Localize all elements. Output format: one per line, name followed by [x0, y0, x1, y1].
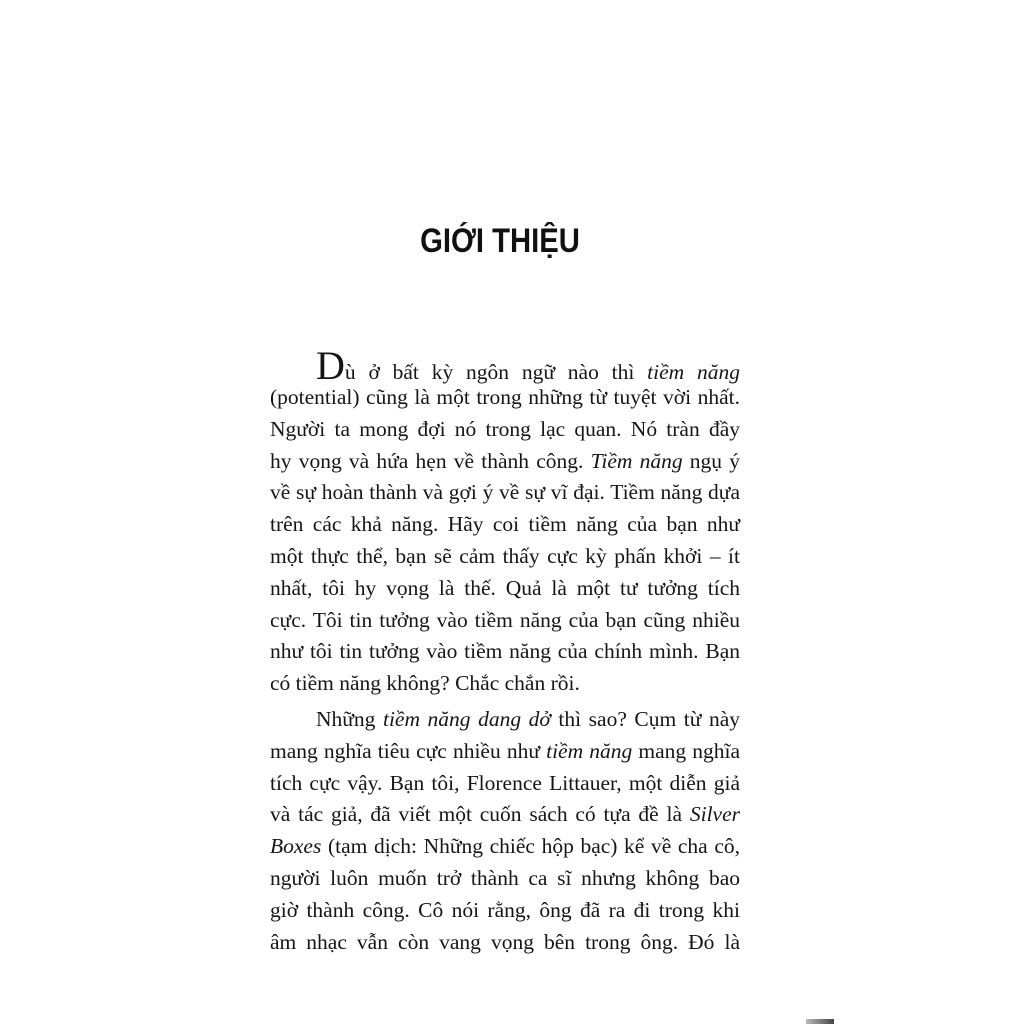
- text-segment: giờ thành công. Cô nói rằng, ông đã ra đi trong khi: [270, 897, 740, 922]
- text-segment: về sự hoàn thành và gợi ý về sự vĩ đại. Tiềm năng dựa: [270, 480, 740, 505]
- text-segment: (tạm dịch: Những chiếc hộp bạc) kể về cha cô,: [321, 834, 740, 859]
- text-line: [270, 573, 740, 605]
- body-text: [270, 343, 740, 958]
- text-segment: và tác giả, đã viết một cuốn sách có tựa đề là: [270, 802, 690, 827]
- italic-segment: Silver: [689, 802, 740, 827]
- chapter-title: GIỚI THIỆU: [420, 222, 580, 260]
- text-segment: một thực thể, bạn sẽ cảm thấy cực kỳ phấn khởi – ít: [270, 543, 740, 568]
- drop-cap: D: [316, 343, 345, 388]
- text-segment: tích cực vậy. Bạn tôi, Florence Littauer, một diễn giả: [270, 770, 740, 795]
- italic-segment: Tiềm năng: [590, 448, 683, 473]
- text-segment: ngụ ý: [682, 448, 740, 473]
- text-line: [270, 636, 740, 668]
- text-segment: (potential) cũng là một trong những từ tuyệt vời nhất.: [270, 385, 740, 409]
- paragraph-1: [270, 343, 740, 700]
- italic-segment: tiềm năng: [647, 360, 740, 384]
- text-line: [270, 668, 740, 700]
- text-line: [270, 414, 740, 446]
- text-line: [270, 509, 740, 541]
- text-segment: trên các khả năng. Hãy coi tiềm năng của bạn như: [270, 512, 740, 537]
- text-segment: cực. Tôi tin tưởng vào tiềm năng của bạn cũng nhiều: [270, 607, 740, 632]
- scan-edge-mark: [806, 1019, 834, 1024]
- text-segment: mang nghĩa: [632, 738, 740, 763]
- text-segment: người luôn muốn trở thành ca sĩ nhưng không bao: [270, 865, 740, 890]
- paragraph-2: [270, 704, 740, 958]
- italic-segment: tiềm năng dang dở: [382, 706, 551, 731]
- text-line: [270, 477, 740, 509]
- text-line: [270, 863, 740, 895]
- text-line: [270, 704, 740, 736]
- text-line: [270, 799, 740, 831]
- italic-segment: tiềm năng: [546, 738, 633, 763]
- text-segment: nhất, tôi hy vọng là thế. Quả là một tư tưởng tích: [270, 575, 740, 600]
- text-segment: thì sao? Cụm từ này: [550, 706, 740, 731]
- text-line: [270, 768, 740, 800]
- text-line: [270, 736, 740, 768]
- text-segment: ù ở bất kỳ ngôn ngữ nào thì: [344, 360, 648, 384]
- text-line: [270, 446, 740, 478]
- text-line: [270, 541, 740, 573]
- text-segment: có tiềm năng không? Chắc chắn rồi.: [270, 671, 580, 696]
- text-line: [270, 895, 740, 927]
- text-line: [270, 927, 740, 959]
- text-segment: âm nhạc vẫn còn vang vọng bên trong ông. Đó là: [270, 929, 740, 954]
- text-segment: như tôi tin tưởng vào tiềm năng của chính mình. Bạn: [270, 639, 740, 664]
- text-line: [270, 605, 740, 637]
- text-segment: Những: [316, 706, 383, 731]
- text-line: [270, 382, 740, 414]
- text-segment: Người ta mong đợi nó trong lạc quan. Nó tràn đầy: [270, 416, 740, 441]
- text-line: [270, 831, 740, 863]
- text-segment: hy vọng và hứa hẹn về thành công.: [270, 448, 591, 473]
- italic-segment: Boxes: [270, 834, 322, 859]
- text-line: [270, 343, 740, 388]
- text-segment: mang nghĩa tiêu cực nhiều như: [270, 738, 547, 763]
